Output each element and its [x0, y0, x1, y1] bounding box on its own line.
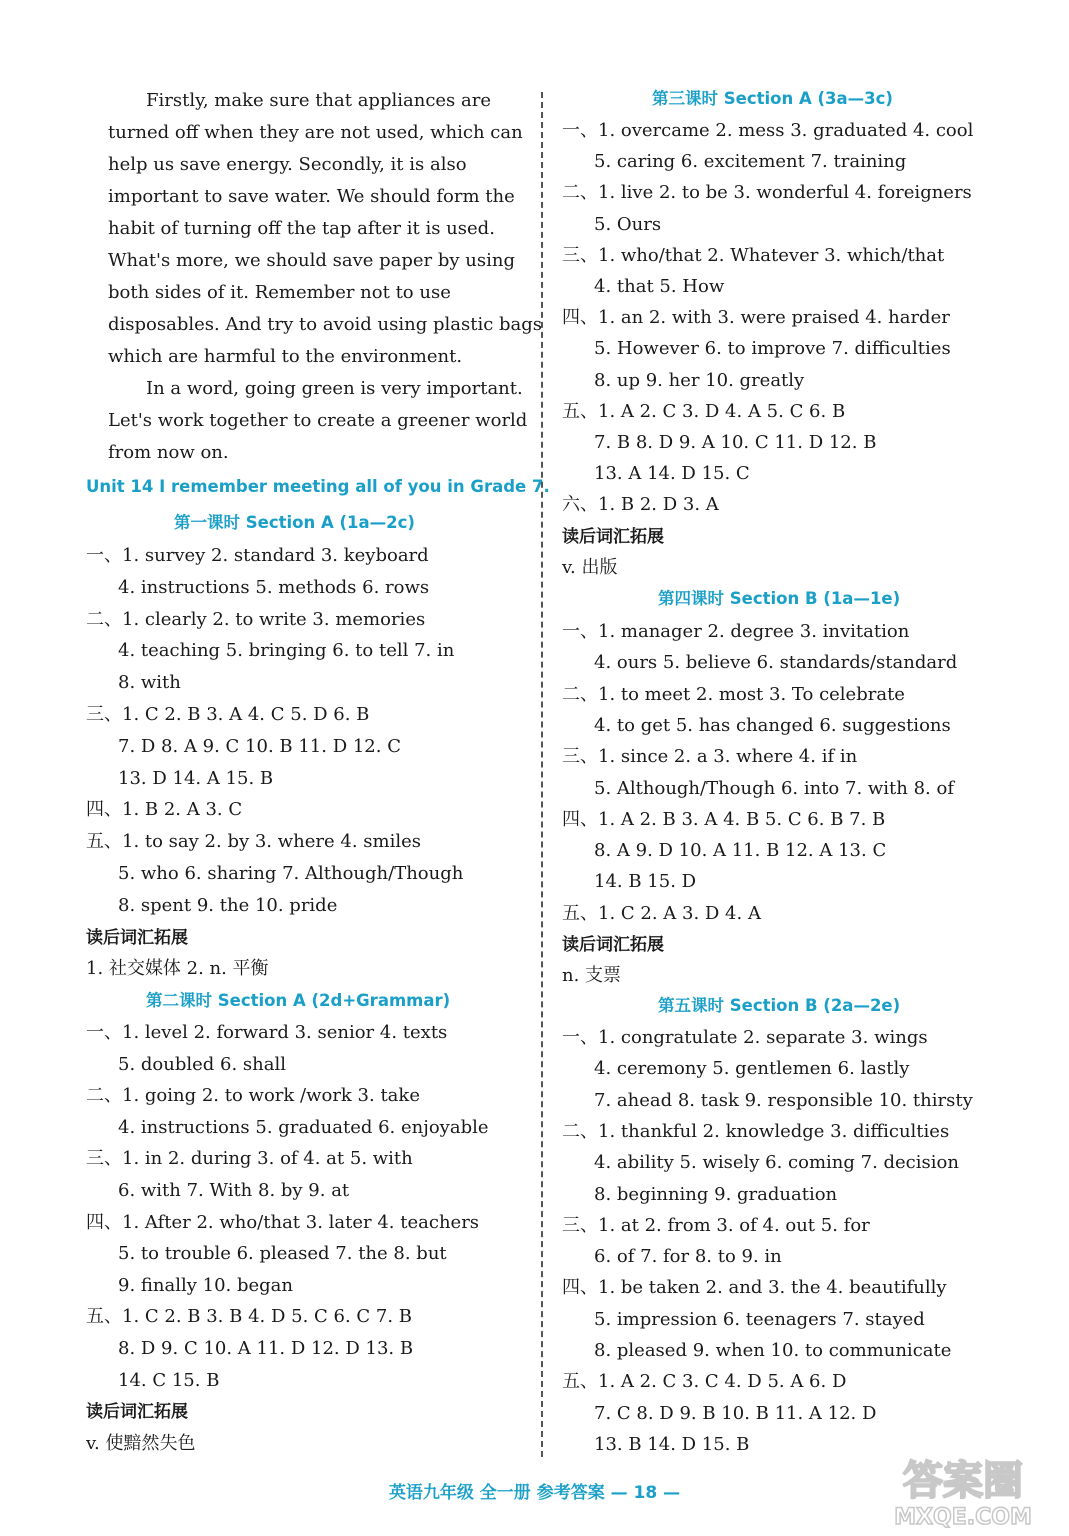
watermark-logo	[868, 1448, 1058, 1532]
answer-line: 4. instructions 5. methods 6. rows	[118, 576, 430, 598]
answer-line: 14. C 15. B	[118, 1369, 220, 1391]
answer-line: 六、1. B 2. D 3. A	[562, 494, 719, 516]
essay-line: disposables. And try to avoid using plastic bags	[108, 314, 543, 335]
answer-line: 5. Although/Though 6. into 7. with 8. of	[594, 777, 954, 799]
vocab-heading: 读后词汇拓展	[86, 1402, 188, 1423]
answer-line: 三、1. who/that 2. Whatever 3. which/that	[562, 244, 945, 266]
lesson-title: 第五课时 Section B (2a—2e)	[658, 996, 901, 1015]
answer-line: 7. D 8. A 9. C 10. B 11. D 12. C	[118, 735, 401, 757]
answer-line: 四、1. B 2. A 3. C	[86, 799, 243, 821]
vocab-heading: 读后词汇拓展	[562, 935, 664, 955]
essay-line: both sides of it. Remember not to use	[108, 282, 451, 303]
answer-line: 8. up 9. her 10. greatly	[594, 369, 805, 391]
answer-line: 5. However 6. to improve 7. difficulties	[594, 338, 951, 360]
answer-line: 7. B 8. D 9. A 10. C 11. D 12. B	[594, 432, 877, 453]
answer-line: 三、1. at 2. from 3. of 4. out 5. for	[562, 1214, 870, 1236]
essay-line: Let's work together to create a greener world	[108, 410, 528, 431]
essay-line: from now on.	[108, 442, 229, 463]
answer-line: 8. pleased 9. when 10. to communicate	[594, 1340, 952, 1361]
answer-line: 5. doubled 6. shall	[118, 1053, 286, 1075]
answer-line: 五、1. C 2. B 3. B 4. D 5. C 6. C 7. B	[86, 1306, 413, 1328]
vocab-heading: 读后词汇拓展	[86, 927, 188, 948]
watermark-text-cn: 答案圈	[903, 1458, 1023, 1504]
answer-line: 8. with	[118, 672, 181, 694]
answer-line: 三、1. C 2. B 3. A 4. C 5. D 6. B	[86, 704, 370, 725]
answer-line: 9. finally 10. began	[118, 1274, 293, 1296]
answer-line: 13. B 14. D 15. B	[594, 1433, 750, 1455]
answer-line: 8. A 9. D 10. A 11. B 12. A 13. C	[594, 840, 887, 862]
answer-line: 一、1. survey 2. standard 3. keyboard	[86, 545, 429, 566]
watermark-text-en: MXQE.COM	[894, 1505, 1032, 1530]
answer-line: 二、1. thankful 2. knowledge 3. difficulties	[562, 1120, 950, 1142]
answer-line: 二、1. live 2. to be 3. wonderful 4. foreigners	[562, 182, 972, 204]
vocab-answer: 1. 社交媒体 2. n. 平衡	[86, 958, 269, 980]
answer-line: 5. Ours	[594, 213, 662, 235]
vocab-answer: v. 使黯然失色	[86, 1432, 196, 1454]
answer-line: 14. B 15. D	[594, 871, 697, 893]
lesson-title: 第一课时 Section A (1a—2c)	[174, 513, 415, 532]
answer-line: 5. to trouble 6. pleased 7. the 8. but	[118, 1243, 447, 1265]
answer-line: 一、1. level 2. forward 3. senior 4. texts	[86, 1022, 448, 1043]
answer-line: 4. ours 5. believe 6. standards/standard	[594, 652, 958, 674]
answer-line: 5. impression 6. teenagers 7. stayed	[594, 1308, 925, 1330]
answer-line: 4. ceremony 5. gentlemen 6. lastly	[594, 1058, 910, 1080]
answer-line: 四、1. After 2. who/that 3. later 4. teachers	[86, 1211, 480, 1233]
answer-line: 五、1. A 2. C 3. D 4. A 5. C 6. B	[562, 400, 846, 422]
essay-line: Firstly, make sure that appliances are	[146, 90, 491, 111]
vocab-answer: n. 支票	[562, 965, 622, 987]
answer-line: 4. teaching 5. bringing 6. to tell 7. in	[118, 640, 455, 662]
answer-line: 13. A 14. D 15. C	[594, 463, 750, 485]
answer-line: 五、1. A 2. C 3. C 4. D 5. A 6. D	[562, 1371, 847, 1393]
answer-line: 一、1. overcame 2. mess 3. graduated 4. cool	[562, 120, 974, 141]
answer-line: 7. C 8. D 9. B 10. B 11. A 12. D	[594, 1402, 877, 1424]
essay-line: important to save water. We should form the	[108, 186, 515, 207]
answer-line: 8. beginning 9. graduation	[594, 1183, 838, 1205]
answer-line: 6. with 7. With 8. by 9. at	[118, 1180, 350, 1201]
answer-line: 4. that 5. How	[594, 276, 725, 297]
lesson-title: 第三课时 Section A (3a—3c)	[652, 89, 893, 108]
answer-line: 四、1. an 2. with 3. were praised 4. harder	[562, 307, 950, 329]
answer-line: 4. instructions 5. graduated 6. enjoyable	[118, 1116, 489, 1138]
answer-line: 四、1. A 2. B 3. A 4. B 5. C 6. B 7. B	[562, 808, 886, 830]
page-footer: 英语九年级 全一册 参考答案 — 18 —	[388, 1483, 681, 1503]
essay-line: which are harmful to the environment.	[108, 346, 463, 367]
answer-line: 三、1. since 2. a 3. where 4. if in	[562, 746, 858, 768]
answer-line: 4. ability 5. wisely 6. coming 7. decision	[594, 1152, 959, 1174]
answer-line: 4. to get 5. has changed 6. suggestions	[594, 714, 951, 736]
answer-line: 二、1. to meet 2. most 3. To celebrate	[562, 683, 905, 705]
answer-line: 二、1. going 2. to work /work 3. take	[86, 1085, 420, 1107]
essay-line: In a word, going green is very important.	[146, 378, 523, 399]
answer-line: 8. spent 9. the 10. pride	[118, 894, 338, 916]
answer-line: 三、1. in 2. during 3. of 4. at 5. with	[86, 1148, 413, 1170]
lesson-title: 第四课时 Section B (1a—1e)	[658, 589, 901, 608]
answer-line: 一、1. manager 2. degree 3. invitation	[562, 621, 910, 642]
answer-line: 8. D 9. C 10. A 11. D 12. D 13. B	[118, 1338, 414, 1359]
essay-line: help us save energy. Secondly, it is also	[108, 154, 467, 175]
answer-line: 二、1. clearly 2. to write 3. memories	[86, 608, 426, 630]
lesson-title: 第二课时 Section A (2d+Grammar)	[146, 991, 451, 1010]
vocab-heading: 读后词汇拓展	[562, 526, 664, 547]
answer-line: 7. ahead 8. task 9. responsible 10. thirsty	[594, 1089, 973, 1111]
answer-line: 五、1. C 2. A 3. D 4. A	[562, 902, 761, 924]
answer-line: 5. who 6. sharing 7. Although/Though	[118, 863, 464, 884]
column-divider	[541, 92, 543, 1457]
essay-line: turned off when they are not used, which can	[108, 122, 523, 143]
answer-line: 四、1. be taken 2. and 3. the 4. beautifully	[562, 1277, 947, 1299]
essay-line: What's more, we should save paper by using	[108, 250, 515, 271]
unit-title: Unit 14 I remember meeting all of you in Grade 7.	[86, 477, 550, 496]
answer-line: 13. D 14. A 15. B	[118, 767, 274, 789]
answer-line: 5. caring 6. excitement 7. training	[594, 151, 907, 173]
vocab-answer: v. 出版	[562, 556, 618, 578]
essay-line: habit of turning off the tap after it is used.	[108, 218, 495, 239]
answer-line: 6. of 7. for 8. to 9. in	[594, 1246, 782, 1268]
answer-line: 一、1. congratulate 2. separate 3. wings	[562, 1027, 928, 1048]
answer-line: 五、1. to say 2. by 3. where 4. smiles	[86, 831, 421, 853]
